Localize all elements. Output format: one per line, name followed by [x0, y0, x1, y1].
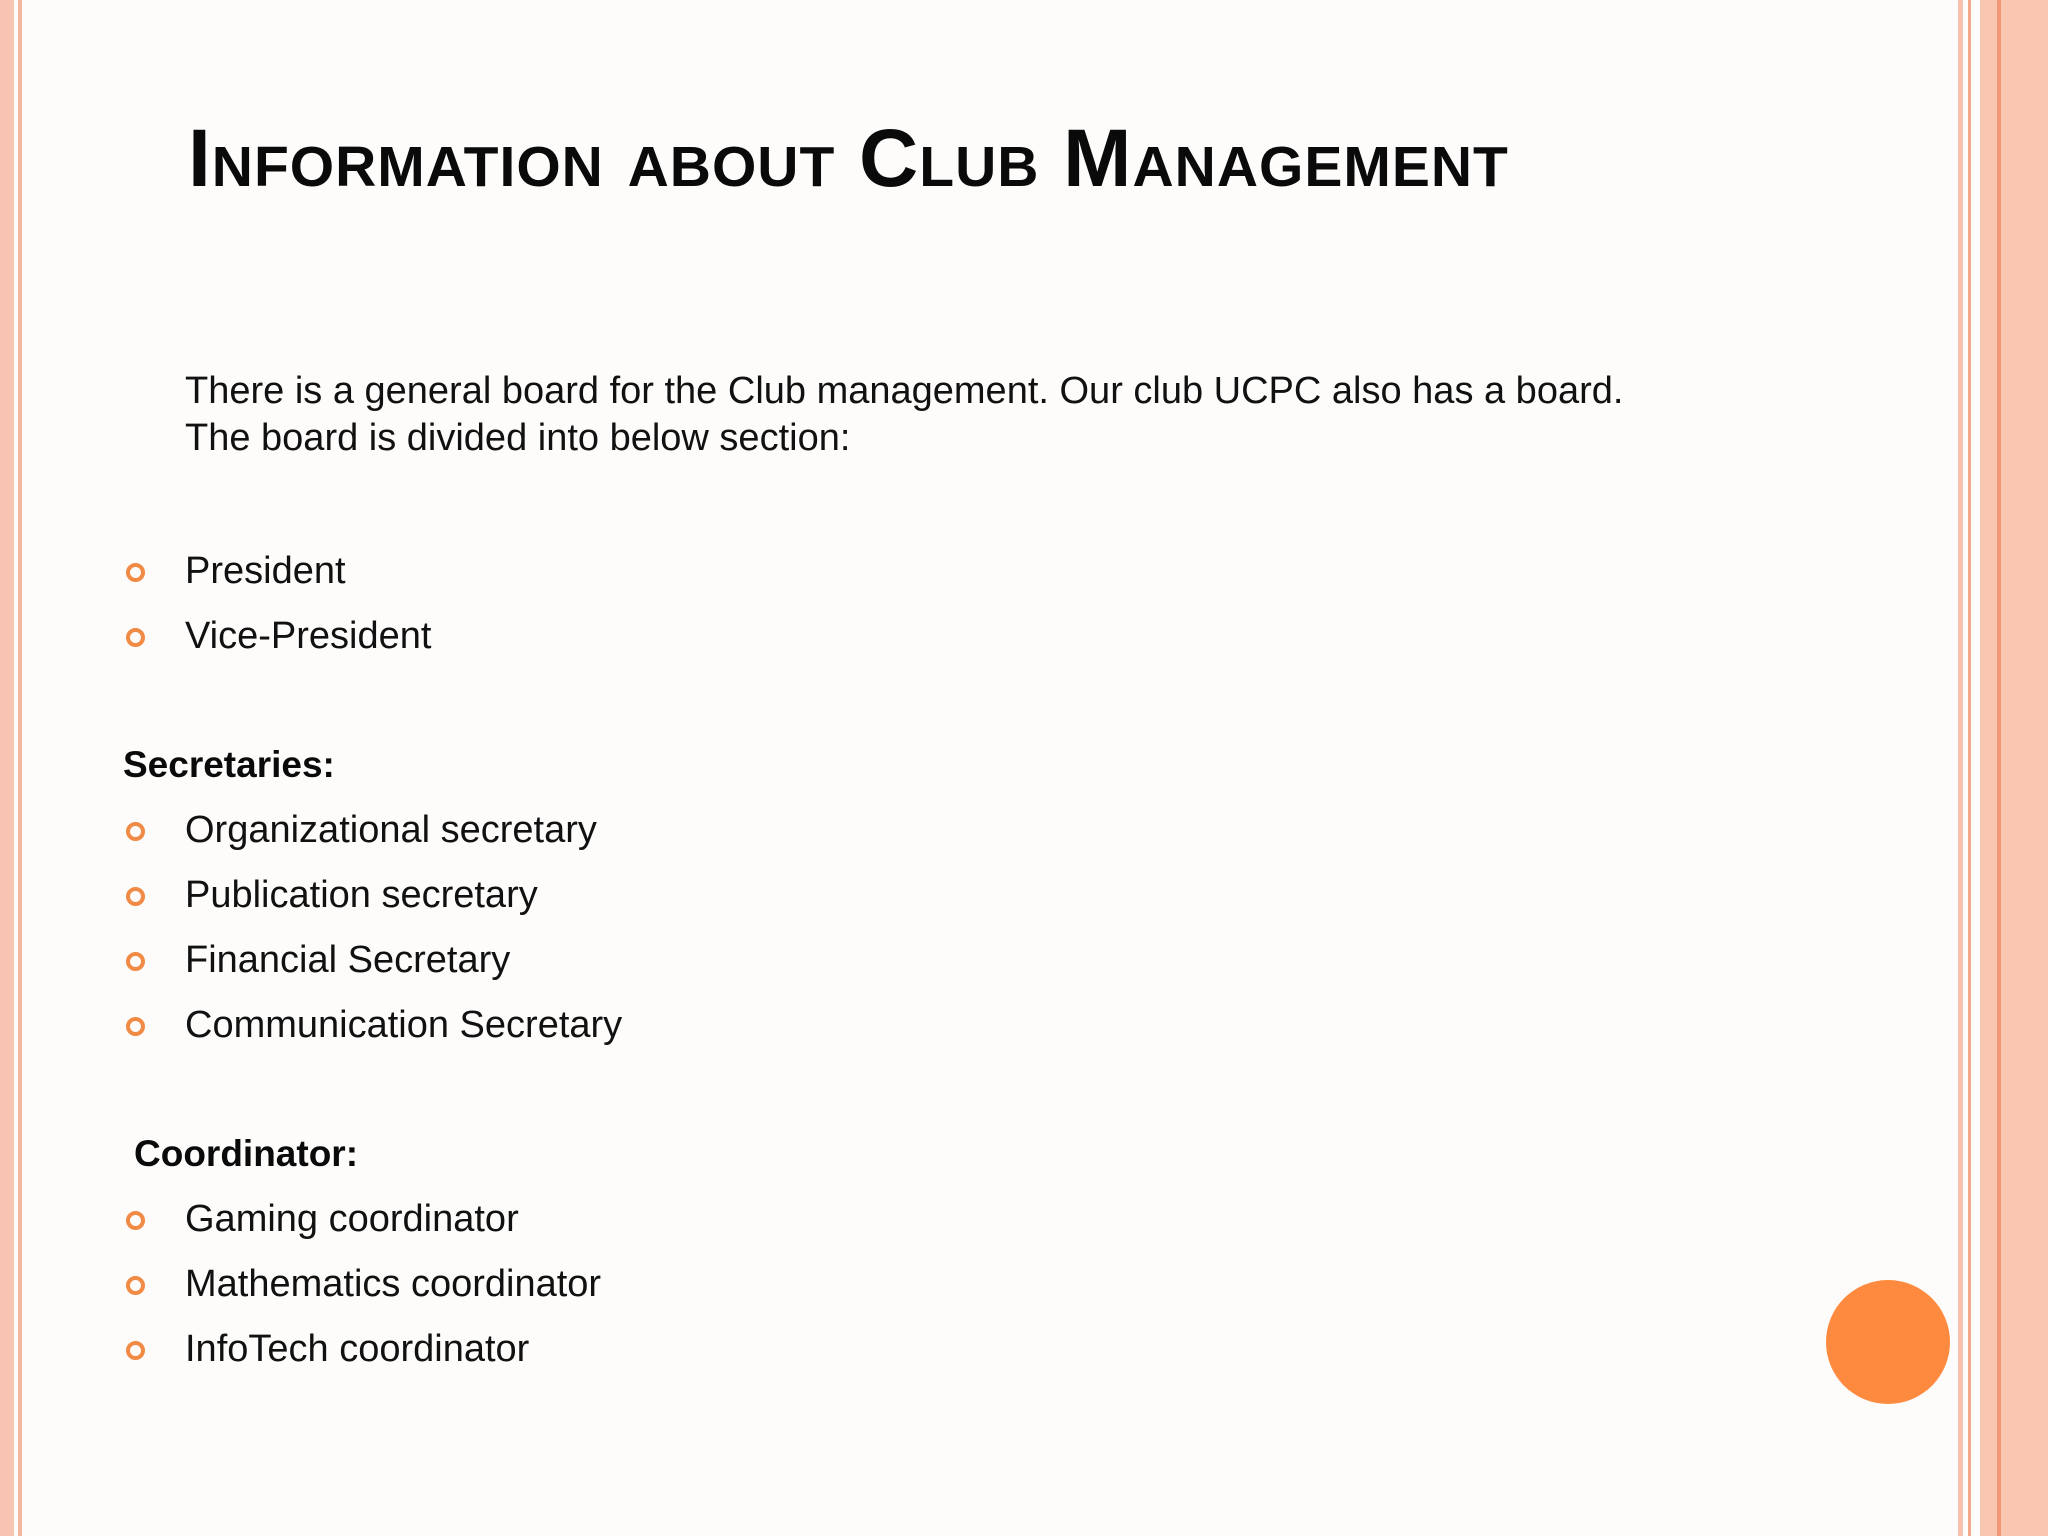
bullet-ring-icon — [126, 1211, 145, 1230]
list-item-label: President — [185, 550, 346, 592]
orange-circle-decoration — [1826, 1280, 1950, 1404]
bullet-ring-icon — [126, 628, 145, 647]
right-border-band — [1980, 0, 2048, 1536]
secretaries-heading: Secretaries: — [123, 744, 335, 785]
bullet-ring-icon — [126, 1017, 145, 1036]
bullet-ring-icon — [126, 563, 145, 582]
list-item-label: Publication secretary — [185, 874, 538, 916]
list-item-label: Gaming coordinator — [185, 1198, 519, 1240]
list-item-label: Mathematics coordinator — [185, 1263, 602, 1305]
intro-line: There is a general board for the Club management. Our club UCPC also has a board. — [185, 370, 1624, 412]
list-item-label: Financial Secretary — [185, 939, 511, 981]
intro-line: The board is divided into below section: — [185, 417, 851, 459]
right-border-line — [1968, 0, 1971, 1536]
list-item-label: Organizational secretary — [185, 809, 597, 851]
left-border-line — [18, 0, 22, 1536]
coordinator-heading: Coordinator: — [134, 1133, 359, 1174]
list-item-label: Communication Secretary — [185, 1004, 623, 1046]
right-border-band-line — [1997, 0, 2001, 1536]
left-border-stripe — [0, 0, 14, 1536]
bullet-ring-icon — [126, 1276, 145, 1295]
intro-paragraph — [185, 368, 1745, 462]
right-border-line — [1958, 0, 1963, 1536]
bullet-ring-icon — [126, 1341, 145, 1360]
bullet-ring-icon — [126, 822, 145, 841]
bullet-ring-icon — [126, 952, 145, 971]
bullet-ring-icon — [126, 887, 145, 906]
slide-title: Information about Club Management — [188, 113, 1509, 204]
list-item-label: InfoTech coordinator — [185, 1328, 530, 1370]
list-item-label: Vice-President — [185, 615, 432, 657]
